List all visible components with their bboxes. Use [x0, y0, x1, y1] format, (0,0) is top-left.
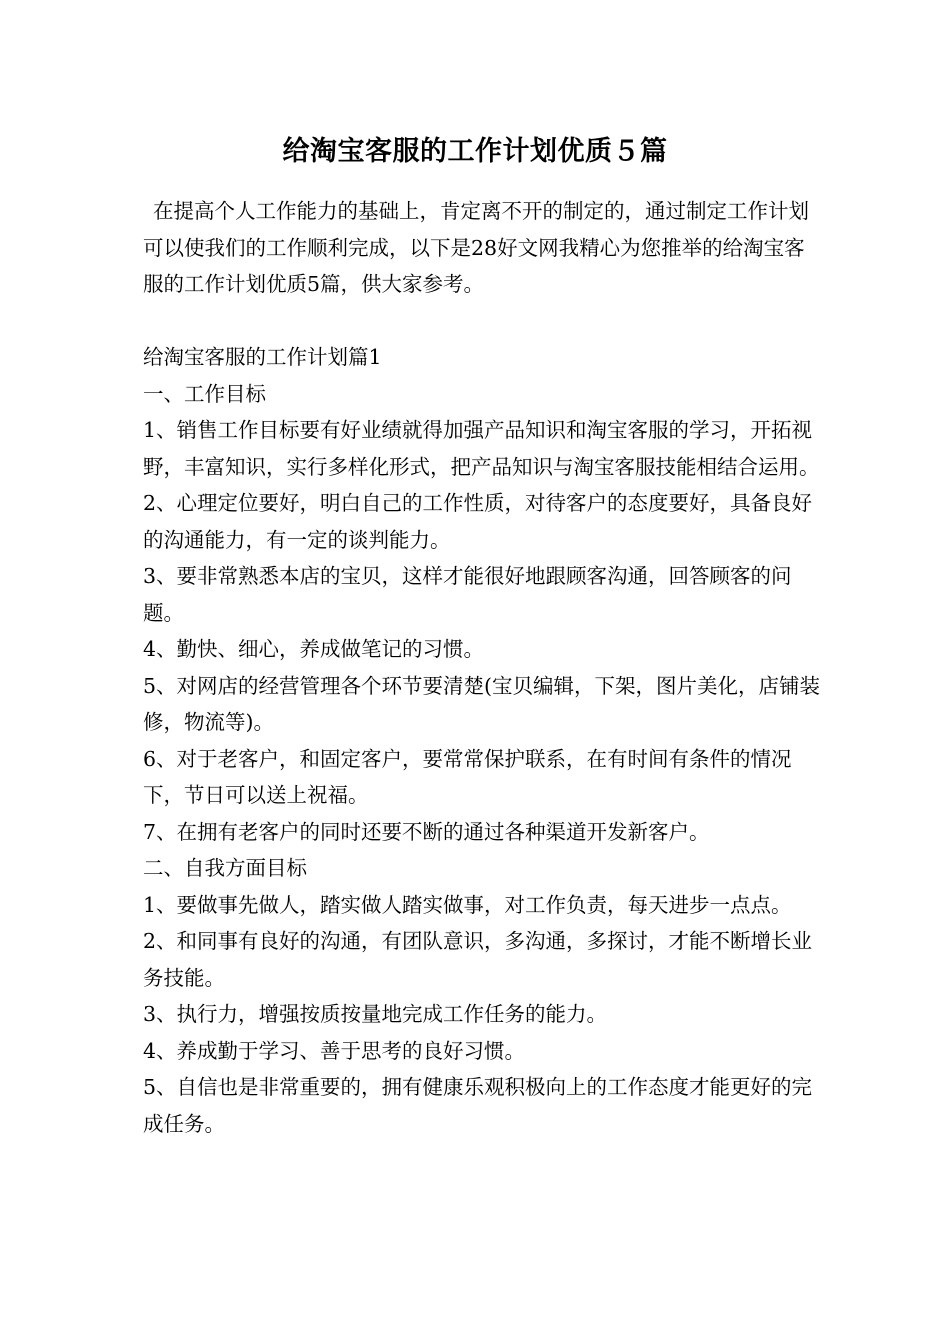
- list-item: 4、勤快、细心，养成做笔记的习惯。: [143, 637, 485, 661]
- list-item: 6、对于老客户，和固定客户，要常常保护联系，在有时间有条件的情况下，节日可以送上祝福。: [143, 746, 792, 807]
- list-item: 1、要做事先做人，踏实做人踏实做事，对工作负责，每天进步一点点。: [143, 892, 792, 917]
- list-item: 3、要非常熟悉本店的宝贝，这样才能很好地跟顾客沟通，回答顾客的问题。: [143, 564, 792, 625]
- list-item: 1、销售工作目标要有好业绩就得加强产品知识和淘宝客服的学习，开拓视野，丰富知识，实行多样化形式，把产品知识与淘宝客服技能相结合运用。: [143, 418, 820, 479]
- page-title: 给淘宝客服的工作计划优质５篇: [282, 136, 668, 167]
- subsection-heading: 一、工作目标: [143, 381, 266, 406]
- section-heading: 给淘宝客服的工作计划篇1: [143, 345, 382, 369]
- list-item: 5、对网店的经营管理各个环节要清楚(宝贝编辑，下架，图片美化，店铺装修，物流等)。: [143, 673, 821, 734]
- document-body: [143, 193, 823, 1142]
- list-item: 5、自信也是非常重要的，拥有健康乐观积极向上的工作态度才能更好的完成任务。: [143, 1075, 813, 1136]
- list-item: 3、执行力，增强按质按量地完成工作任务的能力。: [143, 1002, 608, 1026]
- list-item: 2、和同事有良好的沟通，有团队意识，多沟通，多探讨，才能不断增长业务技能。: [143, 929, 813, 990]
- list-item: 7、在拥有老客户的同时还要不断的通过各种渠道开发新客户。: [143, 819, 710, 844]
- intro-paragraph: 在提高个人工作能力的基础上，肯定离不开的制定的，通过制定工作计划可以使我们的工作顺利完成，以下是28好文网我精心为您推举的给淘宝客服的工作计划优质5篇，供大家参考。: [143, 199, 809, 296]
- list-item: 2、心理定位要好，明白自己的工作性质，对待客户的态度要好，具备良好的沟通能力，有一定的谈判能力。: [143, 491, 813, 552]
- list-item: 4、养成勤于学习、善于思考的良好习惯。: [143, 1038, 526, 1063]
- subsection-heading: 二、自我方面目标: [143, 856, 307, 880]
